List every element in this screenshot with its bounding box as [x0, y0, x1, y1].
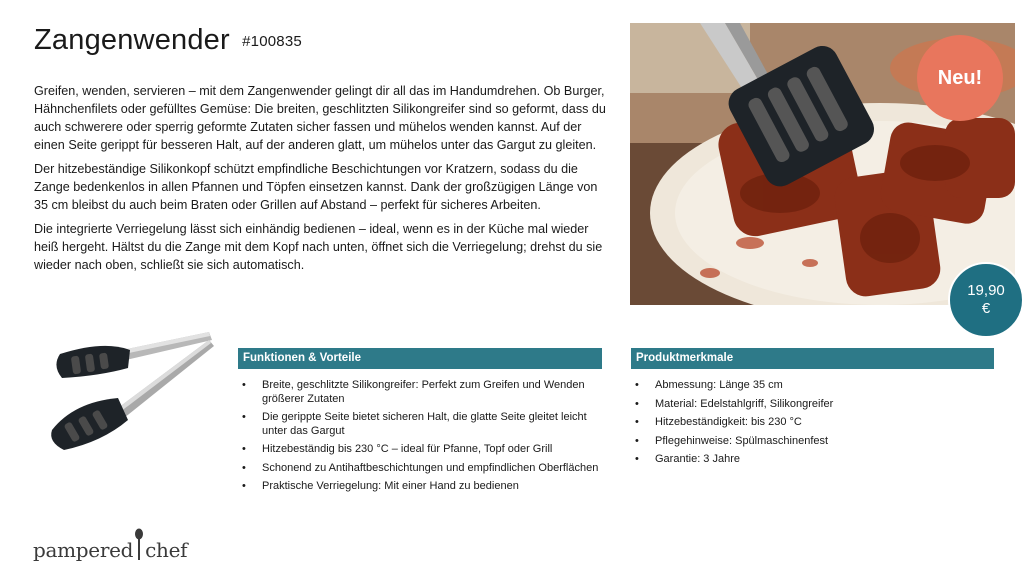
list-item: • Material: Edelstahlgriff, Silikongreifer	[631, 398, 991, 412]
properties-heading: Produktmerkmale	[631, 348, 994, 369]
logo-text-left: pampered	[33, 538, 134, 562]
list-item: • Hitzebeständig bis 230 °C – ideal für Pfanne, Topf oder Grill	[238, 443, 613, 457]
list-item: • Pflegehinweise: Spülmaschinenfest	[631, 435, 991, 449]
price-value: 19,90	[967, 282, 1005, 299]
new-badge: Neu!	[917, 35, 1003, 121]
product-name: Zangenwender	[34, 24, 230, 56]
features-list	[238, 379, 613, 499]
description-paragraph-1: Greifen, wenden, servieren – mit dem Zangenwender gelingt dir all das im Handumdrehen. Ob Burger, Hähnchenfilets oder gefülltes Gemüse: Die breiten, geschlitzten Silikongreifer sind so geformt, dass du auch schwerere oder sperrig geformte Zutaten sicher fassen und mühelos wenden kannst. Auf der einen Seite gerippt für besseren Halt, auf der anderen glatt, um mühelos unter das Gargut zu gleiten.	[34, 84, 606, 152]
list-item: • Praktische Verriegelung: Mit einer Hand zu bedienen	[238, 480, 613, 494]
properties-list	[631, 379, 991, 472]
features-heading: Funktionen & Vorteile	[238, 348, 602, 369]
list-item: • Schonend zu Antihaftbeschichtungen und empfindlichen Oberflächen	[238, 462, 613, 476]
brand-logo	[33, 526, 187, 562]
description-paragraph-2: Der hitzebeständige Silikonkopf schützt empfindliche Beschichtungen vor Kratzern, sodass du die Zange bedenkenlos in allen Pfannen und Töpfen einsetzen kannst. Dank der großzügigen Länge von 35 cm bleibst du auch beim Braten oder Grillen auf Abstand – perfekt für sicheres Arbeiten.	[34, 162, 598, 212]
price-badge	[948, 262, 1024, 338]
list-item: • Garantie: 3 Jahre	[631, 453, 991, 467]
product-sku: #100835	[242, 33, 302, 50]
list-item: • Abmessung: Länge 35 cm	[631, 379, 991, 393]
list-item: • Hitzebeständigkeit: bis 230 °C	[631, 416, 991, 430]
description-paragraph-3: Die integrierte Verriegelung lässt sich einhändig bedienen – ideal, wenn es in der Küche mal wieder heiß hergeht. Hältst du die Zange mit dem Kopf nach unten, öffnet sich die Verriegelung; drehst du sie wieder nach oben, schließt sie sich automatisch.	[34, 222, 603, 272]
product-title	[34, 24, 302, 57]
logo-text-right: chef	[145, 538, 188, 562]
spoon-icon	[133, 528, 145, 562]
tong-thumbnail	[44, 328, 216, 452]
product-description	[34, 82, 606, 280]
list-item: • Breite, geschlitzte Silikongreifer: Perfekt zum Greifen und Wenden größerer Zutaten	[238, 379, 613, 406]
price-currency: €	[981, 300, 991, 317]
list-item: • Die gerippte Seite bietet sicheren Halt, die glatte Seite gleitet leicht unter das Gargut	[238, 411, 613, 438]
